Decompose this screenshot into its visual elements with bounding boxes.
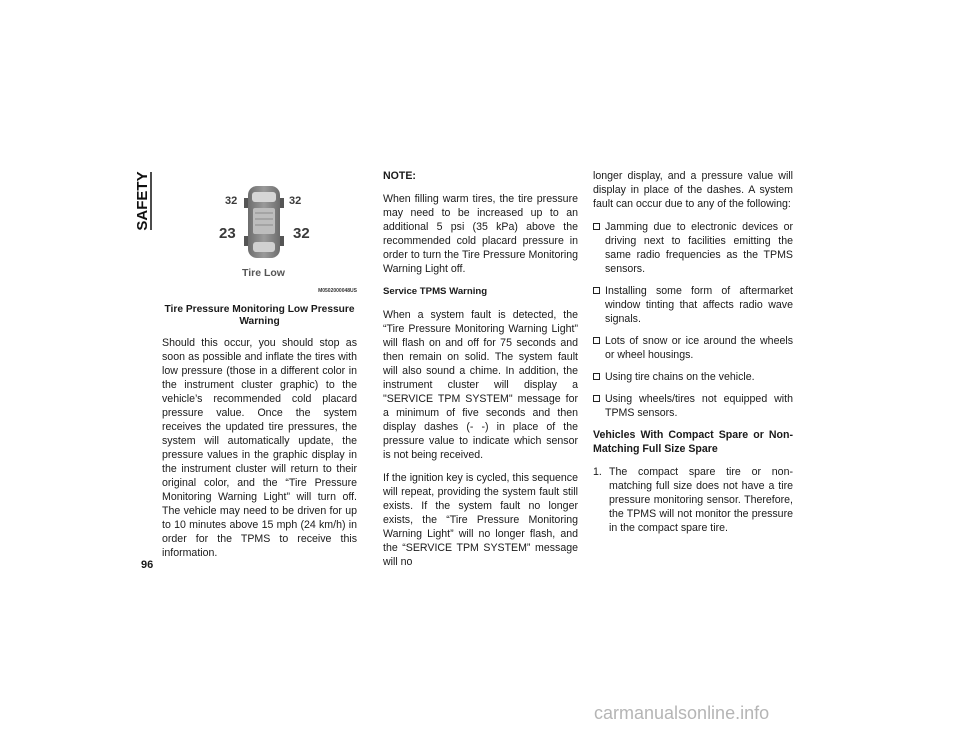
section-title xyxy=(132,170,154,232)
paragraph: longer display, and a pressure value will display in place of the dashes. A system fault can occur due to any of the following: xyxy=(593,170,793,210)
checkbox-square-icon xyxy=(593,287,600,294)
bullet-list xyxy=(593,220,793,420)
list-item: 1. The compact spare tire or non-matching full size does not have a tire pressure monitoring sensor. Therefore, the TPMS will not monitor the pressure in the compact spare tire. xyxy=(593,466,793,534)
paragraph: When a system fault is detected, the “Tire Pressure Monitoring Warning Light” will flash on and off for 75 seconds and then remain on solid. The system fault will also sound a chime. In addition, the instrument cluster will display a "SERVICE TPM SYSTEM" message for a minimum of five seconds and then display dashes (- -) in place of the pressure value to indicate which sensor is not being received. xyxy=(383,309,578,461)
checkbox-square-icon xyxy=(593,373,600,380)
tpms-figure xyxy=(162,180,357,298)
note-text: When filling warm tires, the tire pressure may need to be increased up to an additional 5 psi (35 kPa) above the recommended cold placard pressure in order to turn the Tire Pressure Monitoring Warning Light off. xyxy=(383,193,578,275)
figure-caption: Tire Pressure Monitoring Low Pressure Warning xyxy=(164,304,355,327)
note-heading: NOTE: xyxy=(383,170,416,182)
rear-left-pressure: 23 xyxy=(219,225,236,242)
checkbox-square-icon xyxy=(593,223,600,230)
column-3 xyxy=(593,169,793,535)
section-heading: Vehicles With Compact Spare or Non-Matching Full Size Spare xyxy=(593,429,793,455)
watermark: carmanualsonline.info xyxy=(594,703,770,723)
figure-code: M0502000048US xyxy=(318,288,357,294)
column-1 xyxy=(162,180,357,569)
front-right-pressure: 32 xyxy=(289,195,302,207)
rear-right-pressure: 32 xyxy=(293,225,310,242)
list-item: Lots of snow or ice around the wheels or wheel housings. xyxy=(593,334,793,362)
paragraph: If the ignition key is cycled, this sequence will repeat, providing the system fault still exists. If the system fault no longer exists, the “Tire Pressure Monitoring Warning Light” will no longer flash, and the “SERVICE TPM SYSTEM” message will no xyxy=(383,472,578,568)
vehicle-top-view-icon xyxy=(162,180,357,298)
column-2 xyxy=(383,169,578,578)
checkbox-square-icon xyxy=(593,337,600,344)
tire-low-label: Tire Low xyxy=(242,267,285,279)
svg-text:SAFETY: SAFETY xyxy=(134,171,151,231)
list-item: Installing some form of aftermarket window tinting that affects radio wave signals. xyxy=(593,284,793,326)
subheading: Service TPMS Warning xyxy=(383,286,488,297)
front-left-pressure: 32 xyxy=(225,195,238,207)
page-number: 96 xyxy=(141,559,154,571)
numbered-list xyxy=(593,465,793,535)
checkbox-square-icon xyxy=(593,395,600,402)
list-item: Using tire chains on the vehicle. xyxy=(593,370,793,384)
paragraph: Should this occur, you should stop as soon as possible and inflate the tires with low pressure (those in a different color in the instrument cluster graphic) to the vehicle’s recommended cold placard pressure value. Once the system receives the updated tire pressures, the system will automatically update, the pressure values in the graphic display in the instrument cluster will return to their original color, and the “Tire Pressure Monitoring Warning Light” will turn off. The vehicle may need to be driven for up to 10 minutes above 15 mph (24 km/h) in order for the TPMS to receive this information. xyxy=(162,337,357,559)
list-item: Using wheels/tires not equipped with TPMS sensors. xyxy=(593,392,793,420)
list-item: Jamming due to electronic devices or driving next to facilities emitting the same radio frequencies as the TPMS sensors. xyxy=(593,220,793,276)
